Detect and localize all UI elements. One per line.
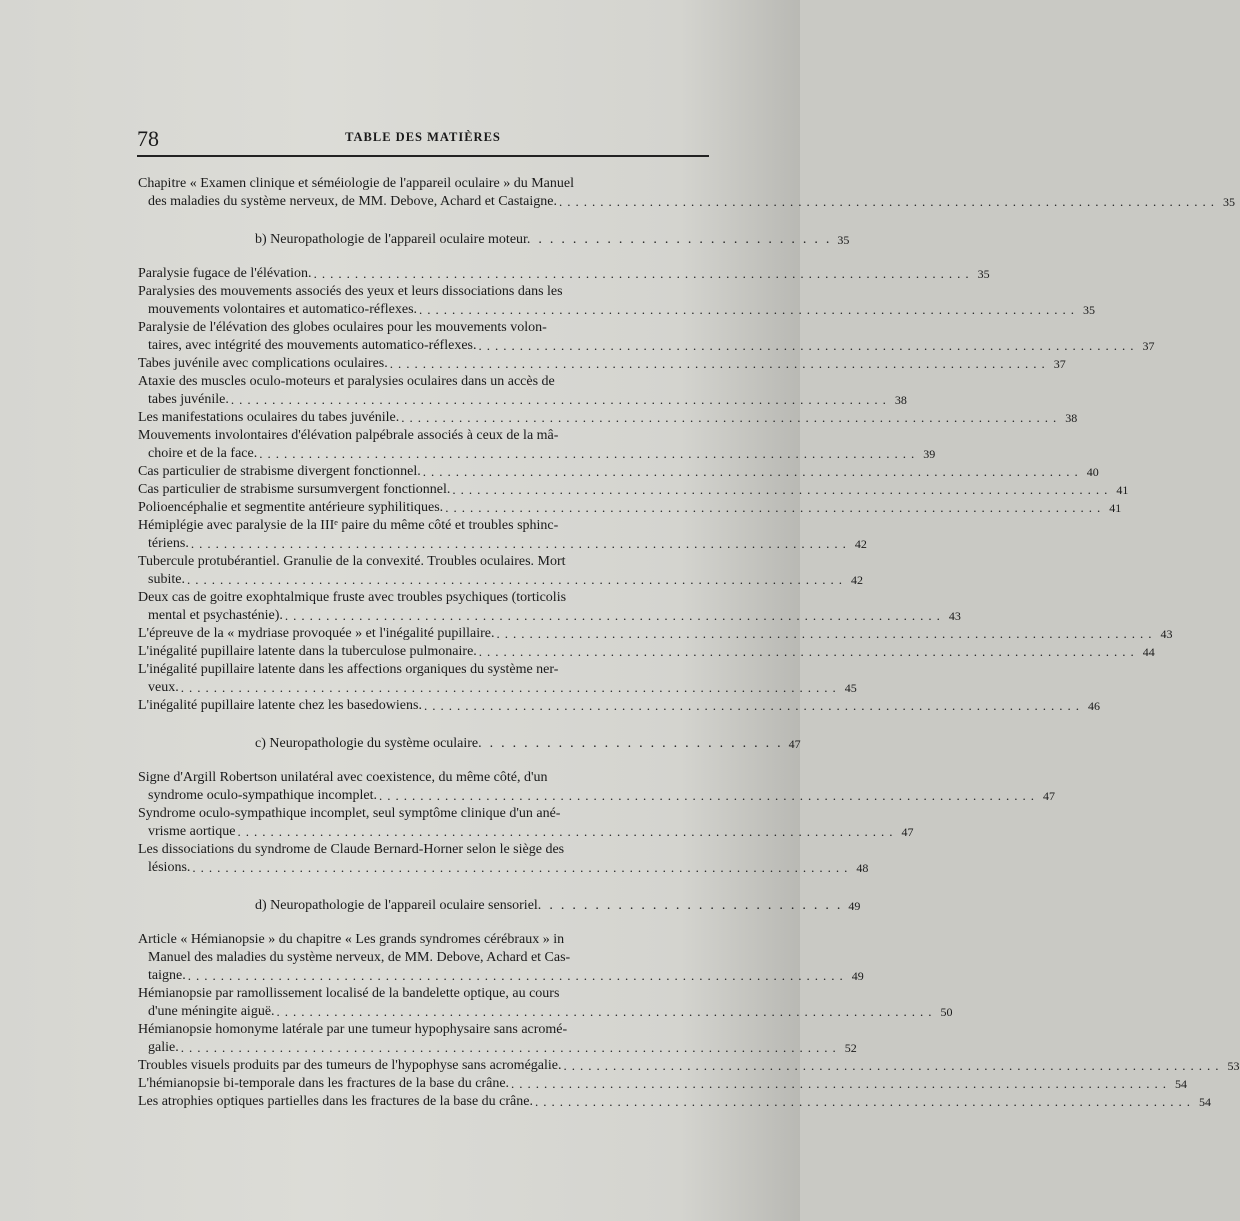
toc-line: L'hémianopsie bi-temporale dans les fractures de la base du crâne. [138,1076,510,1091]
page-ref: 43 [1160,627,1173,641]
toc-entry-text [140,463,1087,481]
toc-entry [138,409,1078,427]
page-ref: 37 [1142,339,1155,353]
toc-entry-text [140,409,1065,427]
toc-line: Les manifestations oculaires du tabes juvénile. [138,410,400,425]
toc-line: Polioencéphalie et segmentite antérieure syphilitiques. [138,500,444,515]
leader-dots: ................................................................................ [379,788,1040,803]
toc-last-line [140,409,1065,427]
page-ref: 40 [1086,465,1099,479]
leader-dots: .......................... [549,898,849,913]
toc-last-line [140,355,1054,373]
toc-group-b [138,265,1173,715]
toc-entry [138,481,1129,499]
leader-dots: ................................................................................ [259,446,920,461]
page-ref: 52 [844,1041,857,1055]
leader-dots: .......................... [538,232,838,247]
toc-line: tériens. [148,536,189,551]
page-ref: 44 [1142,645,1155,659]
toc-line: mouvements volontaires et automatico-réflexes. [148,302,418,317]
toc-last-line [140,1075,1175,1093]
toc-line: choire et de la face. [148,446,258,461]
toc-line: Les dissociations du syndrome de Claude Bernard-Horner selon le siège des [138,842,565,857]
toc-entry-text [140,1057,1228,1075]
page-ref: 38 [1065,411,1078,425]
page-ref: 39 [923,447,936,461]
toc-last-line [140,643,1143,661]
toc-line: Paralysie de l'élévation des globes oculaires pour les mouvements volon- [138,320,547,335]
toc-last-line [140,301,1083,319]
toc-entry-text [140,805,901,841]
leader-dots: ................................................................................ [401,410,1062,425]
toc-entry [138,517,867,553]
section-title: d) Neuropathologie de l'appareil oculaire sensoriel. [255,898,542,913]
page-number: 78 [137,126,159,151]
toc-entry-text [140,643,1143,661]
toc-line: Paralysie fugace de l'élévation. [138,266,312,281]
toc-entry [138,499,1122,517]
leader-dots: ................................................................................ [284,608,945,623]
toc-line: Tabes juvénile avec complications oculaires. [138,356,388,371]
toc-content [138,175,1240,1111]
toc-last-line [140,967,852,985]
page-ref: 50 [940,1005,953,1019]
leader-dots: ................................................................................ [496,626,1157,641]
toc-line: lésions. [148,860,191,875]
page-ref: 53 [1227,1059,1240,1073]
toc-group-a [138,175,1236,211]
page-ref: 42 [850,573,863,587]
toc-entry-text [140,1093,1199,1111]
section-title: c) Neuropathologie du système oculaire. [255,736,482,751]
toc-entry-text [140,427,923,463]
toc-line: Syndrome oculo-sympathique incomplet, seul symptôme clinique d'un ané- [138,806,561,821]
toc-entry [138,1093,1211,1111]
toc-entry [138,1075,1188,1093]
toc-line: tabes juvénile. [148,392,229,407]
page-ref: 49 [848,899,861,913]
leader-dots: .......................... [489,736,789,751]
section-title: b) Neuropathologie de l'appareil oculaire moteur. [255,232,531,247]
toc-entry-text [140,769,1043,805]
page-ref: 43 [948,609,961,623]
toc-line: des maladies du système nerveux, de MM. Debove, Achard et Castaigne. [148,194,558,209]
toc-entry [138,283,1096,319]
toc-last-line [140,193,1223,211]
toc-group-d [138,931,1240,1111]
toc-last-line [140,679,845,697]
toc-line: L'épreuve de la « mydriase provoquée » et l'inégalité pupillaire. [138,626,495,641]
leader-dots: ................................................................................ [478,644,1139,659]
page-ref: 37 [1053,357,1066,371]
toc-entry [138,805,914,841]
toc-last-line [140,391,895,409]
toc-entry [138,697,1100,715]
toc-last-line [140,265,978,283]
toc-entry-text [140,283,1083,319]
toc-entry-text [140,553,851,589]
toc-last-line [140,787,1043,805]
toc-last-line [140,1039,845,1057]
leader-dots: ................................................................................ [511,1076,1172,1091]
leader-dots: ................................................................................ [419,302,1080,317]
page-ref: 45 [844,681,857,695]
page-ref: 35 [1223,195,1236,209]
toc-entry [138,589,961,625]
toc-entry-text [140,931,852,985]
page-ref: 38 [894,393,907,407]
toc-entry-text [140,517,855,553]
page-ref: 46 [1087,699,1100,713]
toc-last-line [140,445,923,463]
toc-line: Paralysies des mouvements associés des yeux et leurs dissociations dans les [138,284,563,299]
toc-entry-text [140,175,1223,211]
page-ref: 41 [1109,501,1122,515]
toc-line: veux. [148,680,179,695]
toc-line: d'une méningite aiguë. [148,1004,275,1019]
leader-dots: ................................................................................ [180,1040,841,1055]
toc-line: L'inégalité pupillaire latente dans la tuberculose pulmonaire. [138,644,477,659]
toc-entry-text [140,589,949,625]
page-header [137,122,709,156]
page-ref: 35 [837,233,850,247]
leader-dots: ................................................................................ [559,194,1220,209]
toc-last-line [140,1093,1199,1111]
toc-line: Chapitre « Examen clinique et séméiologie de l'appareil oculaire » du Manuel [138,176,574,191]
leader-dots: ................................................................................ [389,356,1050,371]
toc-entry [138,661,857,697]
toc-last-line [140,859,856,877]
toc-line: Hémianopsie par ramollissement localisé de la bandelette optique, au cours [138,986,560,1001]
toc-line: L'inégalité pupillaire latente dans les affections organiques du système ner- [138,662,559,677]
leader-dots: ................................................................................ [478,338,1139,353]
toc-entry-text [140,661,845,697]
toc-last-line [140,697,1088,715]
toc-line: mental et psychasténie). [148,608,283,623]
toc-entry-text [140,319,1142,355]
toc-group-c [138,769,1056,877]
toc-line: Hémiplégie avec paralysie de la IIIᵉ paire du même côté et troubles sphinc- [138,518,559,533]
leader-dots: ................................................................................ [563,1058,1224,1073]
leader-dots: ................................................................................ [180,680,841,695]
page-ref: 35 [1083,303,1096,317]
toc-line: Signe d'Argill Robertson unilatéral avec coexistence, du même côté, d'un [138,770,548,785]
toc-line: Cas particulier de strabisme divergent fonctionnel. [138,464,421,479]
leader-dots: ................................................................................ [186,572,847,587]
toc-entry [138,463,1099,481]
leader-dots: ................................................................................ [276,1004,937,1019]
toc-entry-text [140,625,1160,643]
toc-line: Tubercule protubérantiel. Granulie de la convexité. Troubles oculaires. Mort [138,554,566,569]
toc-line: Manuel des maladies du système nerveux, de MM. Debove, Achard et Cas- [148,950,571,965]
toc-last-line [140,463,1087,481]
toc-line: Les atrophies optiques partielles dans les fractures de la base du crâne. [138,1094,533,1109]
toc-entry-text [140,841,856,877]
page-ref: 54 [1175,1077,1188,1091]
toc-line: subite. [148,572,185,587]
toc-entry [138,769,1056,805]
toc-entry [138,985,953,1021]
leader-dots: ................................................................................ [313,266,974,281]
toc-line: syndrome oculo-sympathique incomplet. [148,788,378,803]
header-rule [137,155,709,157]
toc-entry-text [140,373,895,409]
toc-line: Article « Hémianopsie » du chapitre « Les grands syndromes cérébraux » in [138,932,565,947]
toc-entry-text [140,985,941,1021]
toc-entry [138,175,1236,211]
toc-line: taigne. [148,968,186,983]
toc-line: Hémianopsie homonyme latérale par une tumeur hypophysaire sans acromé- [138,1022,568,1037]
toc-line: Ataxie des muscles oculo-moteurs et paralysies oculaires dans un accès de [138,374,555,389]
toc-last-line [140,823,901,841]
toc-line: taires, avec intégrité des mouvements automatico-réflexes. [148,338,477,353]
leader-dots: ................................................................................ [190,536,851,551]
toc-entry [138,373,907,409]
toc-entry-text [140,697,1088,715]
toc-entry [138,427,936,463]
toc-entry-text [140,481,1116,499]
leader-dots: ................................................................................ [237,824,898,839]
toc-last-line [140,571,851,589]
page-ref: 47 [901,825,914,839]
page-ref: 47 [1043,789,1056,803]
toc-entry-text [140,499,1109,517]
leader-dots: ................................................................................ [452,482,1113,497]
toc-line: Troubles visuels produits par des tumeurs de l'hypophyse sans acromégalie. [138,1058,562,1073]
toc-last-line [140,607,949,625]
page-ref: 48 [856,861,869,875]
leader-dots: ................................................................................ [534,1094,1195,1109]
section-heading-d [140,897,861,915]
page-ref: 41 [1116,483,1129,497]
running-title: TABLE DES MATIÈRES [345,130,501,144]
leader-dots: ................................................................................ [445,500,1106,515]
page-ref: 47 [788,737,801,751]
toc-line: Cas particulier de strabisme sursumvergent fonctionnel. [138,482,451,497]
toc-entry [138,265,990,283]
leader-dots: ................................................................................ [230,392,891,407]
toc-entry [138,355,1066,373]
page-ref: 35 [977,267,990,281]
toc-line: galie. [148,1040,179,1055]
toc-entry [138,931,864,985]
toc-entry [138,319,1155,355]
toc-line: L'inégalité pupillaire latente chez les basedowiens. [138,698,422,713]
toc-entry [138,625,1173,643]
toc-entry-text [140,265,978,283]
leader-dots: ................................................................................ [192,860,853,875]
toc-last-line [140,499,1109,517]
toc-last-line [140,481,1116,499]
toc-line: Deux cas de goitre exophtalmique fruste avec troubles psychiques (torticolis [138,590,567,605]
toc-entry [138,643,1155,661]
toc-entry [138,553,863,589]
section-heading-b [140,231,850,249]
leader-dots: ................................................................................ [187,968,848,983]
toc-entry [138,1021,857,1057]
toc-last-line [140,625,1160,643]
toc-entry [138,841,869,877]
toc-last-line [140,337,1142,355]
leader-dots: ................................................................................ [422,464,1083,479]
section-heading-c [140,735,801,753]
page-ref: 49 [851,969,864,983]
page-ref: 42 [854,537,867,551]
page-ref: 54 [1198,1095,1211,1109]
toc-last-line [140,1057,1228,1075]
toc-entry-text [140,355,1054,373]
toc-entry-text [140,1021,845,1057]
toc-line: Mouvements involontaires d'élévation palpébrale associés à ceux de la mâ- [138,428,559,443]
toc-last-line [140,535,855,553]
leader-dots: ................................................................................ [423,698,1084,713]
toc-line: vrisme aortique [148,824,236,839]
toc-entry [138,1057,1240,1075]
toc-last-line [140,1003,941,1021]
toc-entry-text [140,1075,1175,1093]
